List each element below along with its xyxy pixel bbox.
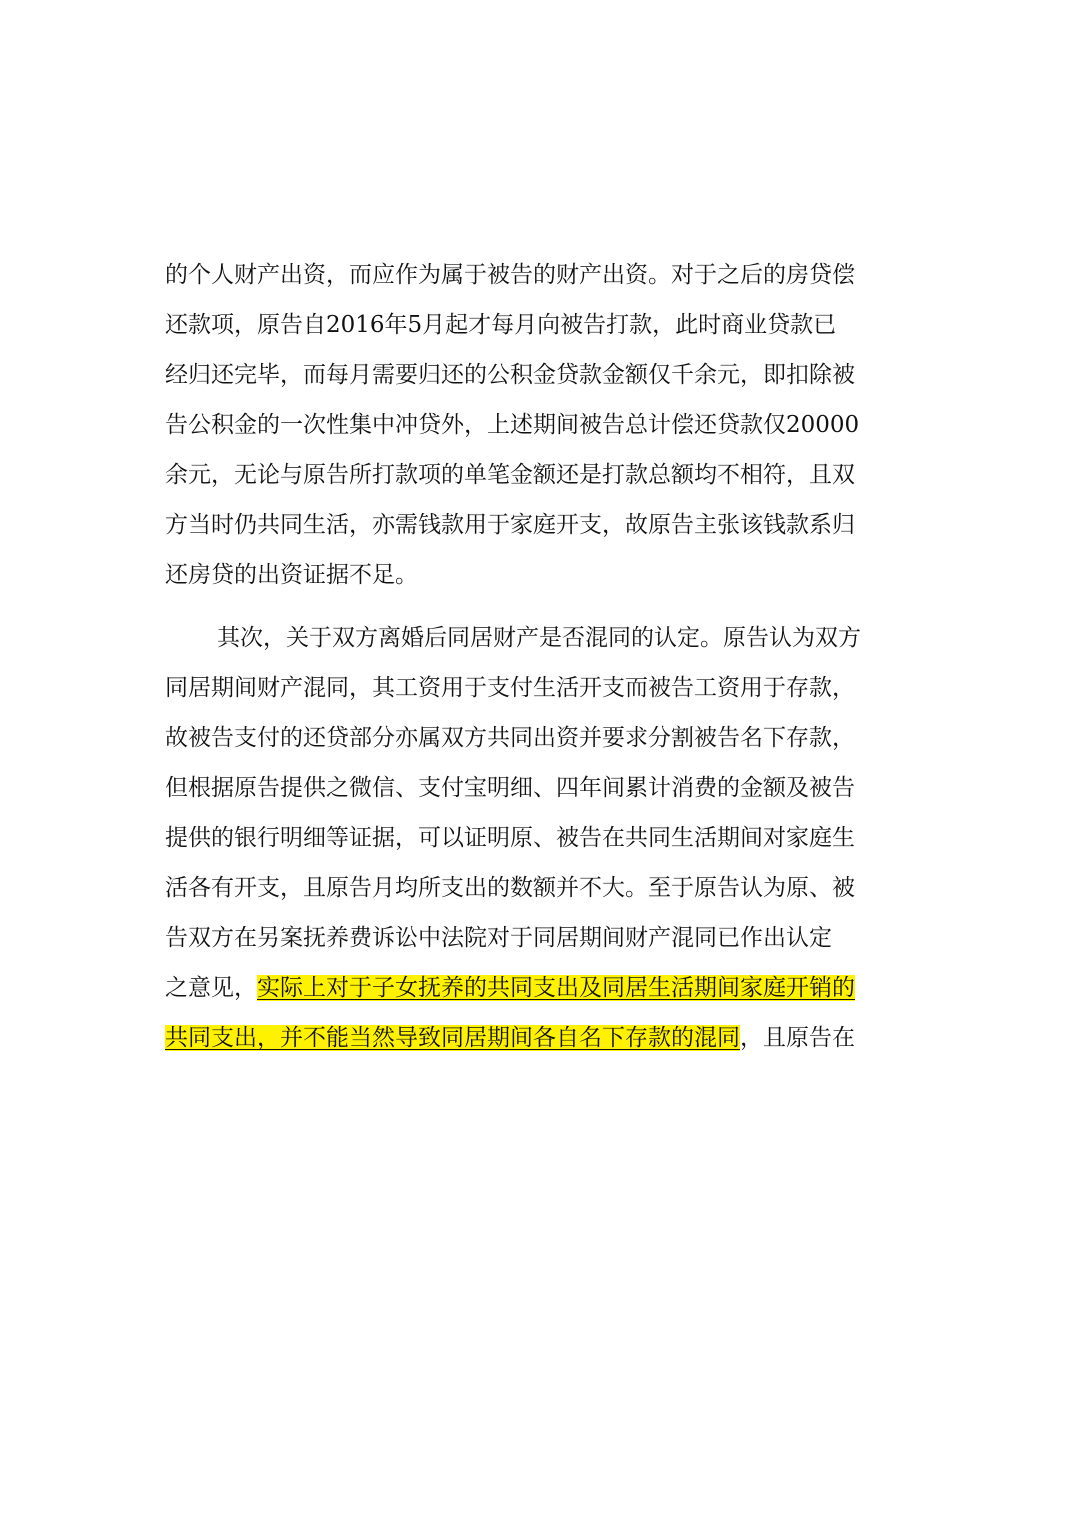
paragraph-1-line-5: 余元，无论与原告所打款项的单笔金额还是打款总额均不相符，且双 bbox=[165, 462, 855, 488]
paragraph-1-line-2: 还款项，原告自2016年5月起才每月向被告打款，此时商业贷款已 bbox=[165, 312, 837, 338]
paragraph-2-line-9 bbox=[165, 1013, 925, 1063]
paragraph-1-line-4: 告公积金的一次性集中冲贷外，上述期间被告总计偿还贷款仅20000 bbox=[165, 412, 860, 438]
document-body bbox=[165, 250, 925, 1063]
paragraph-1-line-3: 经归还完毕，而每月需要归还的公积金贷款金额仅千余元，即扣除被 bbox=[165, 362, 855, 388]
paragraph-2-line-6: 活各有开支，且原告月均所支出的数额并不大。至于原告认为原、被 bbox=[165, 875, 855, 901]
paragraph-1-line-1: 的个人财产出资，而应作为属于被告的财产出资。对于之后的房贷偿 bbox=[165, 262, 855, 288]
paragraph-2-line-1: 其次，关于双方离婚后同居财产是否混同的认定。原告认为双方 bbox=[217, 625, 861, 651]
paragraph-2 bbox=[165, 613, 925, 1063]
paragraph-1-line-7: 还房贷的出资证据不足。 bbox=[165, 562, 418, 588]
paragraph-2-line-7: 告双方在另案抚养费诉讼中法院对于同居期间财产混同已作出认定 bbox=[165, 925, 832, 951]
paragraph-2-line-5: 提供的银行明细等证据，可以证明原、被告在共同生活期间对家庭生 bbox=[165, 825, 855, 851]
paragraph-2-line-4: 但根据原告提供之微信、支付宝明细、四年间累计消费的金额及被告 bbox=[165, 775, 855, 801]
paragraph-1-line-6: 方当时仍共同生活，亦需钱款用于家庭开支，故原告主张该钱款系归 bbox=[165, 512, 855, 538]
line-8-prefix-text: 之意见， bbox=[165, 975, 257, 1001]
paragraph-2-line-3: 故被告支付的还贷部分亦属双方共同出资并要求分割被告名下存款， bbox=[165, 725, 855, 751]
highlighted-text: 实际上对于子女抚养的共同支出及同居生活期间家庭开销的 bbox=[257, 975, 855, 1001]
paragraph-1 bbox=[165, 250, 925, 600]
paragraph-2-line-2: 同居期间财产混同，其工资用于支付生活开支而被告工资用于存款， bbox=[165, 675, 855, 701]
highlighted-text: 共同支出，并不能当然导致同居期间各自名下存款的混同 bbox=[165, 1025, 740, 1051]
line-9-suffix-text: ，且原告在 bbox=[740, 1025, 855, 1051]
paragraph-2-line-8 bbox=[165, 963, 925, 1013]
